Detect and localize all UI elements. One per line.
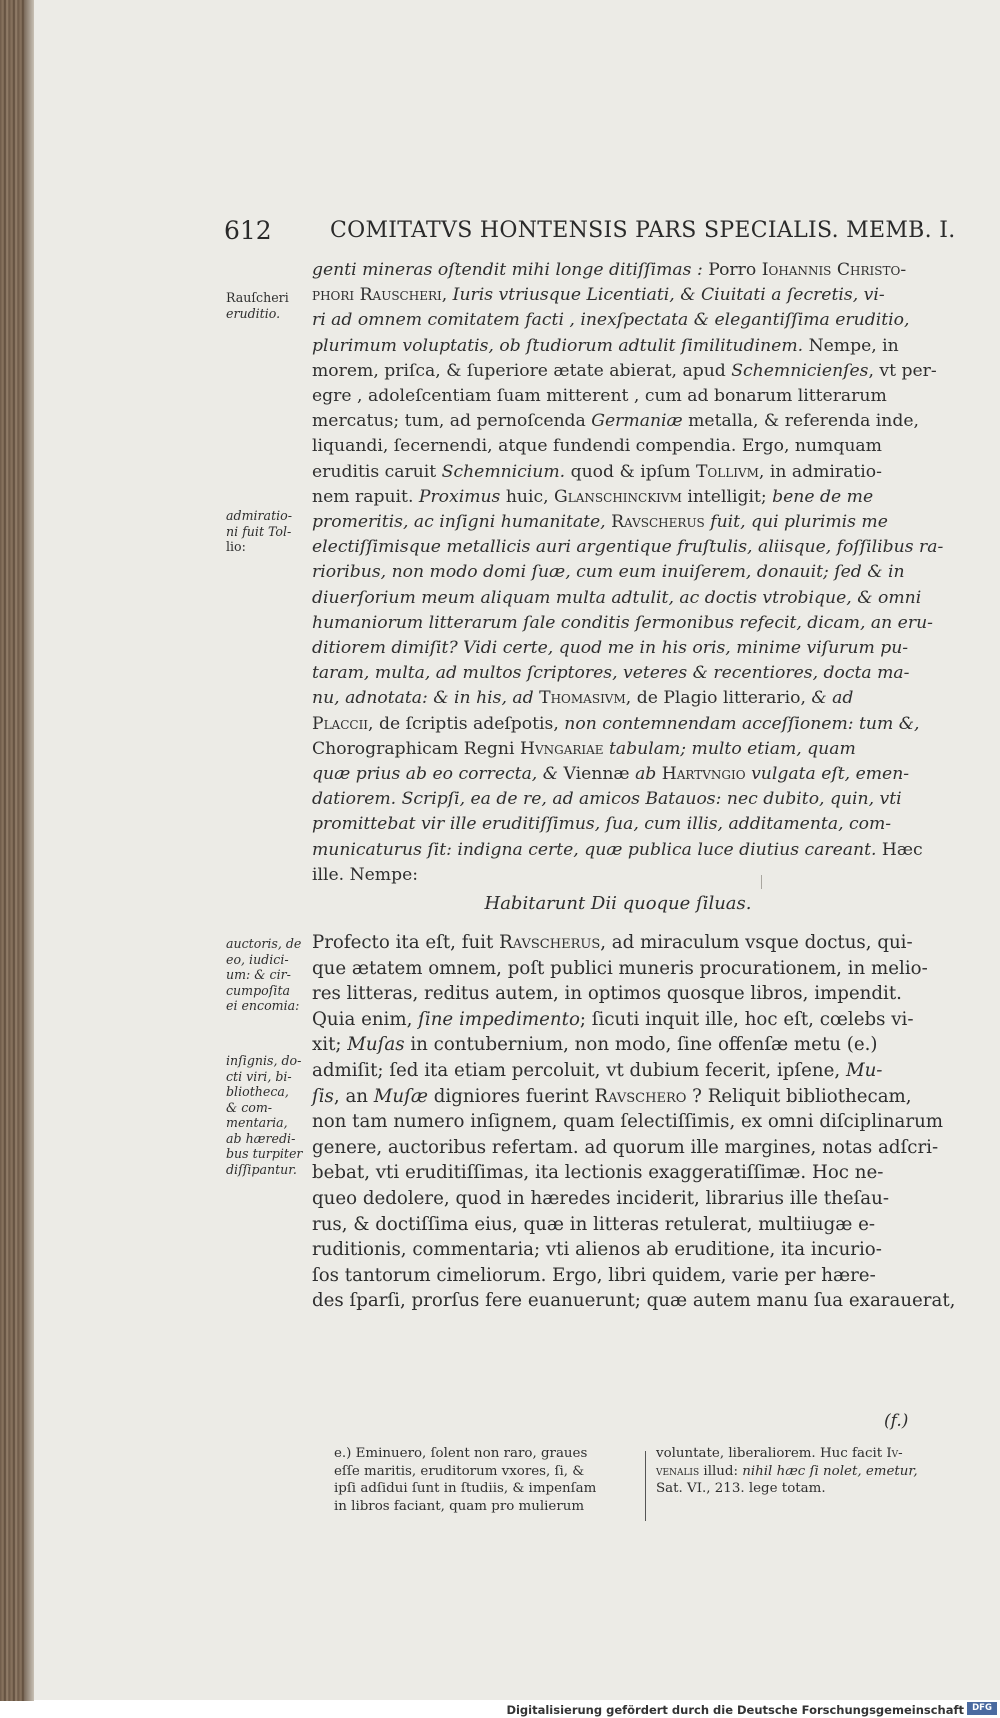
marginal-line [226,1146,312,1162]
text-run: Sat. VI., 213. lege totam. [656,1481,826,1497]
text-run: quod & ipſum [565,461,696,482]
text-line [656,1480,924,1498]
marginal-text: admiratio- [226,508,292,523]
text-run: Hartvngio [661,764,746,785]
text-run: ſine impedimento [418,1008,580,1030]
book-page [34,0,1000,1700]
marginal-line [226,983,312,999]
text-line [312,1212,924,1238]
text-run: que ætatem omnem, poſt publici muneris procurationem, in melio- [312,957,928,979]
text-line [312,812,924,837]
text-line [312,762,924,787]
text-run: in libros faciant, quam pro mulierum [334,1498,585,1514]
text-run: ab [635,764,662,785]
text-line [656,1445,924,1463]
text-run: ; ſicuti inquit ille, hoc eſt, cœlebs vi- [579,1008,914,1030]
marginal-text: cti viri, bi- [226,1068,292,1084]
marginal-line [226,306,312,322]
footnote-left [334,1445,640,1515]
text-run: Nempe, in [803,335,899,356]
footer-credit: Digitalisierung gefördert durch die Deutsche Forschungsgemeinschaft [506,1703,964,1717]
text-line [334,1480,640,1498]
text-run: ruditionis, commentaria; vti alienos ab eruditione, ita incurio- [312,1239,882,1261]
text-run: Schemnicium. [441,461,566,482]
text-run: liquandi, ſecernendi, atque fundendi compendia. Ergo, numquam [312,436,882,457]
text-line [312,661,924,686]
text-line [334,1463,640,1481]
marginal-text: ni fuit Tol- [226,523,292,539]
marginal-line [226,1115,312,1131]
text-run: Proximus [418,486,501,507]
text-line [312,787,924,812]
text-run: admiſit; ſed ita etiam percoluit, vt dubium fecerit, ipſene, [312,1059,846,1081]
marginal-text: diſſipantur. [226,1161,297,1177]
text-run: ipſi adſidui ſunt in ſtudiis, & impenſam [334,1481,597,1497]
text-run: Iv- [886,1446,903,1461]
text-line [312,535,944,560]
text-run: rus, & doctiſſima eius, quæ in litteras retulerat, multiiugæ e- [312,1213,876,1235]
text-line [312,460,924,485]
text-line [312,409,924,434]
text-line [312,611,933,636]
marginal-line [226,1053,312,1069]
text-line [312,1186,924,1212]
marginal-text: ei encomia: [226,998,300,1013]
text-run: nu, adnotata: & in his, ad [312,688,540,709]
text-run: bene de me [772,486,874,507]
text-line [312,1263,924,1289]
text-line [312,956,928,982]
text-run: & ad [811,688,854,709]
text-line [312,1032,924,1058]
text-run: res litteras, reditus autem, in optimos quosque libros, impendit. [312,983,902,1005]
text-run: Germaniæ [591,411,683,432]
text-run: Hæc [876,839,923,860]
text-run: rioribus, non modo domi ſuæ, cum eum inuiſerem, donauit; ſed & in [312,562,905,583]
text-run: huic, [500,486,555,507]
marginal-line [226,539,312,555]
marginal-line [226,524,312,540]
text-run: promittebat vir ille eruditiſſimus, ſua, cum illis, additamenta, com- [312,814,892,835]
text-line [312,863,924,888]
running-title: COMITATVS HONTENSIS PARS SPECIALIS. MEMB. I. [330,218,956,243]
paragraph-1 [312,258,944,888]
text-line [312,258,924,283]
text-line [312,1288,956,1314]
text-run: plurimum voluptatis, ob ſtudiorum adtulit ſimilitudinem. [312,335,804,356]
text-run: intelligit; [681,486,773,507]
text-run: datiorem. Scripſi, ea de re, ad amicos Batauos: nec dubito, quin, vti [312,789,902,810]
text-run: diuerſorium meum aliquam multa adtulit, ac doctis vtrobique, & omni [312,587,922,608]
text-run: xit; [312,1034,348,1056]
text-run: ſos tantorum cimeliorum. Ergo, libri quidem, varie per hære- [312,1264,876,1286]
text-line [312,485,924,510]
marginal-line [226,1131,312,1147]
text-run: Quia enim, [312,1008,419,1030]
text-run: queo dedolere, quod in hæredes inciderit, librarius ille theſau- [312,1187,889,1209]
text-run: municaturus ſit: indigna certe, quæ publica luce diutius careant. [312,839,877,860]
marginal-text: mentaria, [226,1115,288,1130]
marginal-text: eo, iudici- [226,951,289,967]
marginal-line [226,1162,312,1178]
text-run: quæ prius ab eo correcta, & [312,764,564,785]
marginal-text: ab hæredi- [226,1130,296,1146]
text-line [334,1445,640,1463]
marginal-text: bliotheca, [226,1084,289,1099]
text-run: metalla, & referenda inde, [682,411,919,432]
text-run: Ravscherus [611,512,705,533]
text-line [312,981,924,1007]
text-run: voluntate, liberaliorem. Huc facit [656,1446,887,1461]
marginal-note-2 [226,508,312,555]
text-run: des ſparſi, prorſus fere euanuerunt; quæ autem manu ſua exarauerat, [312,1290,956,1312]
text-run: Muſas [347,1034,405,1056]
text-run: eſſe maritis, eruditorum vxores, ſi, & [334,1463,585,1479]
text-line [312,1135,939,1161]
marginal-text: eruditio. [226,305,281,321]
marginal-line [226,1069,312,1085]
text-run: venalis [656,1463,700,1479]
text-run: non contemnendam acceſſionem: tum &, [564,713,920,734]
marginal-line [226,952,312,968]
text-run: Profecto ita eſt, fuit [312,932,500,953]
text-run: , ad miraculum vsque doctus, qui- [600,932,913,953]
marginal-line [226,936,312,952]
text-run: Ravschero [594,1085,687,1107]
text-run: mercatus; tum, ad pernoſcenda [312,411,592,432]
text-run: Muſæ [373,1085,428,1107]
marginal-line [226,1084,312,1100]
text-run: Iohannis Christo- [761,260,907,280]
marginal-note-4 [226,1053,312,1177]
marginal-text: inſignis, do- [226,1053,302,1068]
text-run: ille. Nempe: [312,864,419,885]
marginal-line [226,508,312,524]
text-run: Ravscherus [499,932,601,953]
section-heading: Habitarunt Dii quoque ſiluas. [484,893,752,914]
page-header [34,216,1000,252]
paragraph-2 [312,930,956,1314]
marginal-line [226,998,312,1014]
marginal-note-1 [226,290,312,321]
text-run: electiſſimisque metallicis auri argentique fruſtulis, aliisque, foſſilibus ra- [312,537,944,558]
text-line [312,1109,944,1135]
text-run: , an [333,1085,374,1107]
text-run: Thomasivm [539,688,626,709]
text-run: nem rapuit. [312,486,419,507]
dfg-logo: DFG [967,1702,997,1715]
page-gutter-shadow [24,0,34,1718]
text-run: ditiorem dimiſit? Vidi certe, quod me in his oris, minime viſurum pu- [312,638,909,659]
marginal-text: bus turpiter [226,1146,303,1161]
marginal-text: lio: [226,539,246,554]
marginal-line [226,1100,312,1116]
text-line [312,308,924,333]
book-spine-edge [0,0,24,1718]
page-mark [761,875,762,889]
text-run: promeritis, ac inſigni humanitate, [312,512,612,533]
text-line [312,586,924,611]
text-line [312,1058,924,1084]
text-run: eruditis caruit [312,461,442,482]
marginal-note-3 [226,936,312,1014]
text-run: vulgata eſt, emen- [745,764,910,785]
text-run: Chorographicam Regni [312,738,520,759]
text-run: bebat, vti eruditiſſimas, ita lectionis exaggeratiſſimæ. Hoc ne- [312,1162,884,1184]
text-run: Iuris vtriusque Licentiati, & Ciuitati a ſecretis, vi- [452,285,885,306]
text-run: non tam numero inſignem, quam ſelectiſſimis, ex omni diſciplinarum [312,1111,944,1133]
text-line [312,384,924,409]
text-run: , de Plagio litterario, [625,688,812,709]
text-run: genere, auctoribus refertam. ad quorum ille margines, notas adſcri- [312,1136,939,1158]
text-line [312,1160,924,1186]
text-run: illud: [699,1463,743,1479]
text-run: Porro [702,260,762,280]
text-line [312,737,924,762]
text-run: Viennæ [563,764,636,785]
text-run: Glanschinckivm [554,486,682,507]
text-run: genti mineras oſtendit mihi longe ditiſſimas : [312,260,703,280]
text-run: Placcii [312,713,369,734]
marginal-text: Rauſcheri [226,290,289,305]
text-line [312,334,924,359]
text-run: e.) Eminuero, ſolent non raro, graues [334,1446,588,1461]
catchword: (f.) [884,1411,909,1431]
marginal-text: cumpoſita [226,982,291,998]
text-line [656,1463,924,1481]
text-run: Tollivm [695,461,759,482]
text-line [312,1084,924,1110]
text-run: , vt per- [868,360,937,381]
text-line [312,1237,924,1263]
text-run: in contubernium, non modo, ſine offenſæ metu (e.) [404,1034,878,1056]
text-line [312,434,924,459]
text-line [312,838,924,863]
text-line [312,686,924,711]
digitization-footer [0,1701,1000,1718]
text-line [312,510,924,535]
text-run: , in admiratio- [758,461,882,482]
text-line [312,636,924,661]
marginal-text: um: & cir- [226,967,291,982]
text-run: humaniorum litterarum ſale conditis ſermonibus refecit, dicam, an eru- [312,612,933,633]
text-run: Mu- [845,1059,883,1081]
text-run: nihil hæc ſi nolet, emetur, [742,1463,918,1479]
text-run: tabulam; multo etiam, quam [603,738,856,759]
text-run: phori Rauscheri, [312,285,453,306]
text-line [312,930,924,956]
text-run: Hvngariae [519,738,604,759]
text-line [312,560,924,585]
page-number: 612 [224,216,272,245]
text-line [312,712,924,737]
text-run: fuit, qui plurimis me [704,512,888,533]
text-run: ? Reliquit bibliothecam, [686,1085,912,1107]
marginal-text: auctoris, de [226,936,302,951]
marginal-text: & com- [226,1099,273,1115]
text-run: , de ſcriptis adeſpotis, [368,713,565,734]
text-run: taram, multa, ad multos ſcriptores, veteres & recentiores, docta ma- [312,663,910,684]
text-run: ſis [312,1085,334,1107]
text-run: digniores fuerint [427,1085,595,1107]
text-line [312,1007,924,1033]
text-run: egre , adoleſcentiam ſuam mitterent , cum ad bonarum litterarum [312,386,887,407]
text-line [312,359,937,384]
text-run: morem, priſca, & ſuperiore ætate abierat, apud [312,360,732,381]
text-line [334,1498,640,1516]
footnote-right [656,1445,924,1498]
marginal-line [226,967,312,983]
text-run: ri ad omnem comitatem facti , inexſpectata & elegantiſſima eruditio, [312,310,910,331]
text-run: Schemnicienſes [731,360,869,381]
footnote-divider [645,1451,646,1521]
marginal-line [226,290,312,306]
text-line [312,283,924,308]
